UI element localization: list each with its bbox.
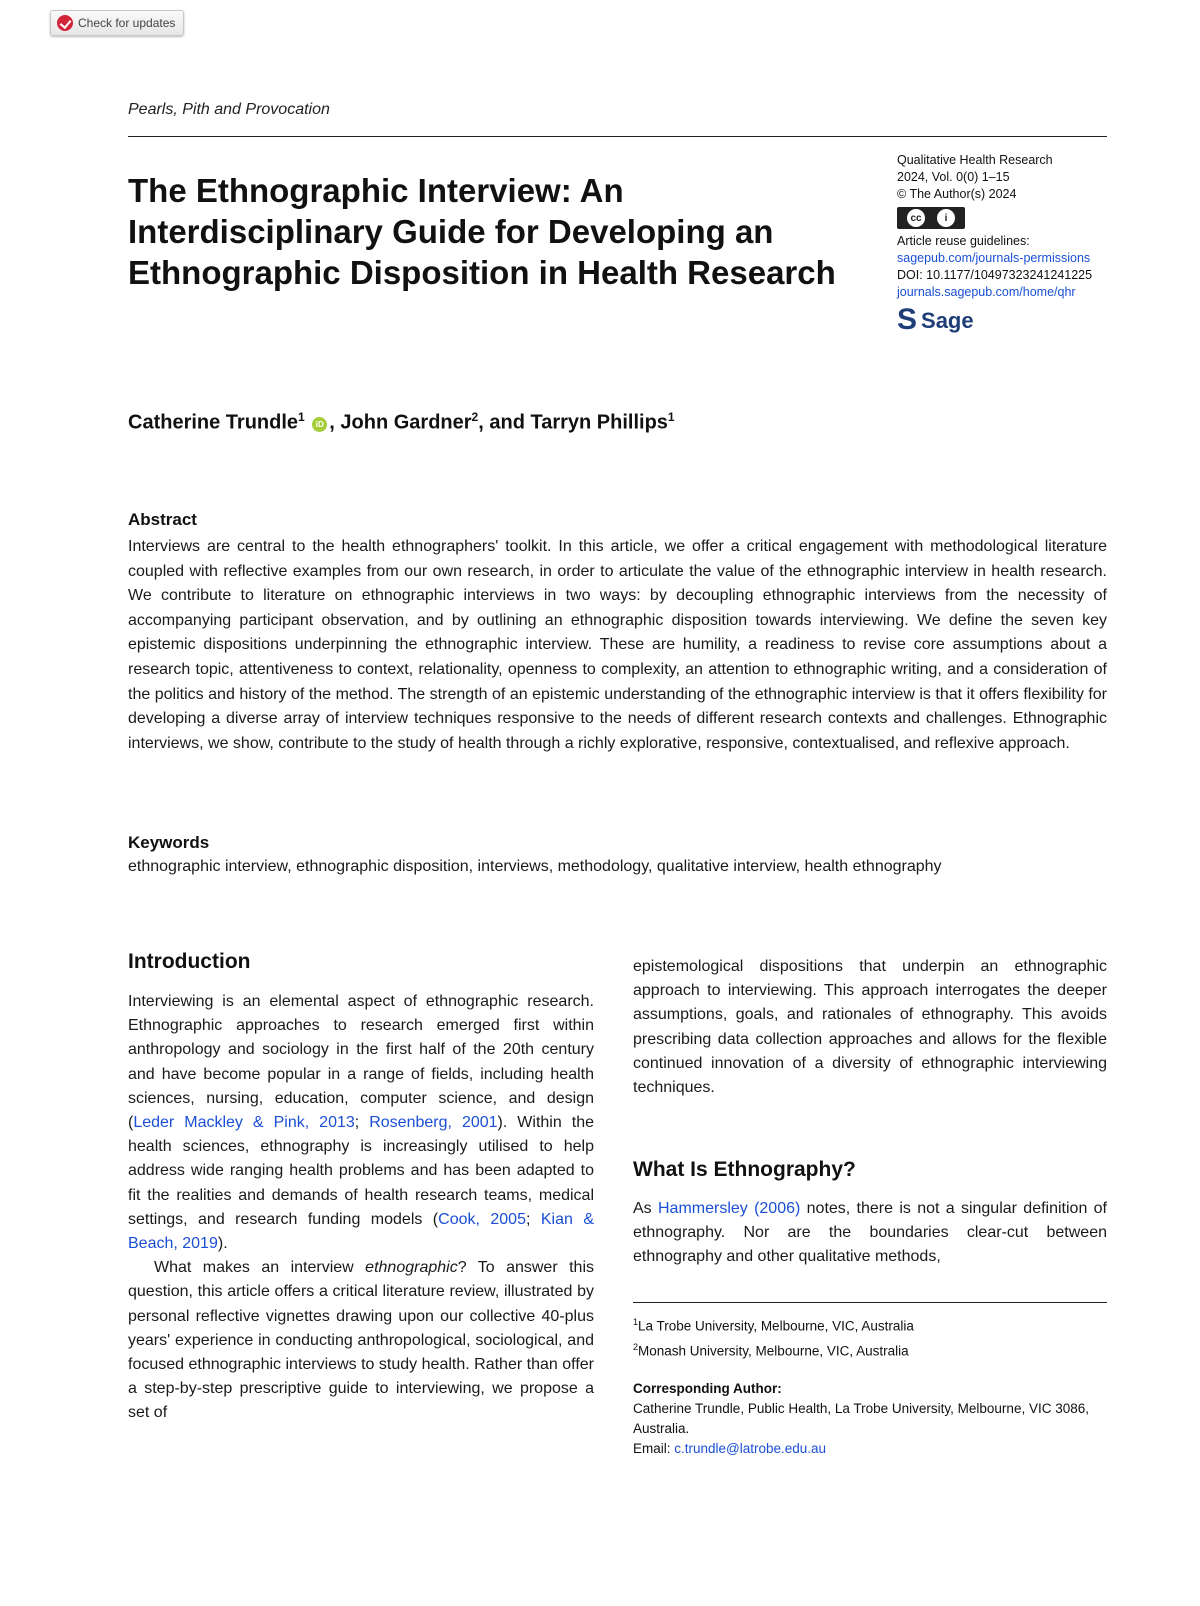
corresponding-author-text: Catherine Trundle, Public Health, La Trobe University, Melbourne, VIC 3086, Australia. [633, 1401, 1089, 1436]
journal-copyright: © The Author(s) 2024 [897, 187, 1017, 201]
article-title: The Ethnographic Interview: An Interdisciplinary Guide for Developing an Ethnographic Disposition in Health Research [128, 172, 836, 291]
author-1: Catherine Trundle [128, 411, 299, 434]
reuse-label: Article reuse guidelines: [897, 234, 1030, 248]
affiliation-2-text: Monash University, Melbourne, VIC, Australia [638, 1343, 909, 1358]
affiliation-2-marker: 2 [633, 1341, 639, 1352]
journal-volume: 2024, Vol. 0(0) 1–15 [897, 170, 1010, 184]
introduction-body [128, 990, 594, 1426]
sage-logo [897, 303, 1127, 336]
intro-p2-text-b: ? To answer this question, this article offers a critical literature review, illustrated by personal reflective vignettes drawing upon our collective 40-plus years' experience in conducting anthropological, sociological, and focused ethnographic interviews to study health. Rather than offer a step-by-step prescriptive guide to interviewing, we propose a set of [128, 1259, 594, 1422]
keywords-text: ethnographic interview, ethnographic disposition, interviews, methodology, qualitative interview, health ethnography [128, 858, 942, 875]
author-2-affiliation: 2 [471, 410, 479, 424]
sage-logo-icon: S [897, 303, 918, 336]
introduction-continued [633, 955, 1107, 1100]
citation-kian-beach[interactable]: Kian & Beach, 2019 [128, 1210, 595, 1253]
journal-name: Qualitative Health Research [897, 153, 1053, 167]
intro-p1-text-c: ). Within the health sciences, ethnography is increasingly utilised to help address wide ranging health problems and has been adapted to fit the realities and demands of health research teams, medical settings, and research funding models ( [128, 1114, 594, 1228]
what-is-paragraph-1 [633, 1197, 1107, 1270]
check-for-updates-label: Check for updates [78, 16, 176, 30]
intro-p1-text-a: Interviewing is an elemental aspect of ethnographic research. Ethnographic approaches to research emerged first within anthropology and sociology in the first half of the 20th century and have become popular in a range of fields, including health sciences, nursing, education, computer science, and design ( [128, 993, 594, 1132]
author-separator-1: , [329, 411, 341, 434]
journal-info [897, 152, 1127, 336]
affiliation-2 [633, 1337, 1107, 1362]
header-rule [128, 136, 1107, 137]
what-is-ethnography-heading: What Is Ethnography? [633, 1158, 856, 1181]
check-for-updates-button[interactable] [50, 10, 184, 36]
cc-icon: cc [907, 209, 925, 227]
check-updates-icon [57, 15, 73, 31]
intro-p1-text-b: ; [354, 1114, 370, 1132]
cc-license-badge[interactable] [897, 207, 965, 229]
abstract-text: Interviews are central to the health ethnographers' toolkit. In this article, we offer a critical engagement with methodological literature coupled with reflective examples from our own research, in order to articulate the value of the ethnographic interview in health research. We contribute to literature on ethnographic interviews in two ways: by decoupling ethnographic interviews from the necessity of accompanying participant observation, and by outlining an ethnographic disposition towards interviewing. We define the seven key epistemic dispositions underpinning the ethnographic interview. These are humility, a readiness to revise core assumptions about a research topic, attentiveness to context, relationality, openness to complexity, an attention to ethnographic writing, and a consideration of the politics and history of the method. The strength of an epistemic understanding of the ethnographic interview is that it offers flexibility for developing a diverse array of interview techniques responsive to the needs of different research contexts and challenges. Ethnographic interviews, we show, contribute to the study of health through a richly explorative, responsive, contextualised, and reflexive approach. [128, 538, 1107, 752]
author-2: John Gardner [340, 411, 472, 434]
reuse-link[interactable]: sagepub.com/journals-permissions [897, 251, 1091, 265]
citation-rosenberg[interactable]: Rosenberg, 2001 [369, 1114, 498, 1132]
abstract-heading: Abstract [128, 510, 197, 529]
affiliation-1 [633, 1312, 1107, 1337]
affiliation-1-text: La Trobe University, Melbourne, VIC, Australia [638, 1318, 914, 1334]
author-list [128, 410, 675, 435]
author-separator-2: , and [478, 411, 531, 434]
intro-p1-text-e: ). [217, 1235, 228, 1253]
author-1-affiliation: 1 [298, 410, 305, 424]
journal-home-link[interactable]: journals.sagepub.com/home/qhr [897, 285, 1076, 299]
introduction-heading: Introduction [128, 950, 251, 973]
email-label: Email: [633, 1441, 675, 1456]
affiliation-1-marker: 1 [633, 1317, 639, 1327]
author-3-affiliation: 1 [667, 410, 675, 424]
corresponding-author-heading: Corresponding Author: [633, 1381, 782, 1396]
intro-paragraph-2 [128, 1256, 594, 1425]
author-3: Tarryn Phillips [530, 411, 668, 434]
orcid-icon[interactable]: iD [312, 417, 327, 432]
email-line [633, 1439, 1107, 1459]
footnote-rule [633, 1302, 1107, 1303]
intro-p2-text-a: What makes an interview [154, 1259, 366, 1277]
citation-hammersley[interactable]: Hammersley (2006) [657, 1200, 801, 1217]
intro-paragraph-1 [128, 990, 594, 1256]
citation-cook[interactable]: Cook, 2005 [438, 1210, 526, 1228]
intro-p2-emphasis: ethnographic [365, 1259, 458, 1277]
doi: DOI: 10.1177/10497323241241225 [897, 268, 1093, 282]
intro-p1-text-d: ; [525, 1210, 541, 1228]
what-is-text-a: As [633, 1200, 658, 1217]
attribution-icon: i [937, 209, 955, 227]
intro-paragraph-3: epistemological dispositions that underpin an ethnographic approach to interviewing. This approach interrogates the deeper assumptions, goals, and rationales of ethnography. This avoids prescribing data collection approaches and allows for the flexible continued innovation of a diversity of ethnographic interviewing techniques. [633, 958, 1107, 1097]
what-is-ethnography-body [633, 1197, 1107, 1270]
email-link[interactable]: c.trundle@latrobe.edu.au [674, 1441, 827, 1456]
citation-leder-mackley[interactable]: Leder Mackley & Pink, 2013 [133, 1114, 355, 1132]
keywords-heading: Keywords [128, 833, 210, 852]
what-is-text-b: notes, there is not a singular definition of ethnography. Nor are the boundaries clear-cut between ethnography and other qualitative methods, [633, 1200, 1108, 1266]
footnotes [633, 1312, 1107, 1459]
sage-logo-text: Sage [921, 307, 974, 333]
section-label: Pearls, Pith and Provocation [128, 101, 330, 118]
